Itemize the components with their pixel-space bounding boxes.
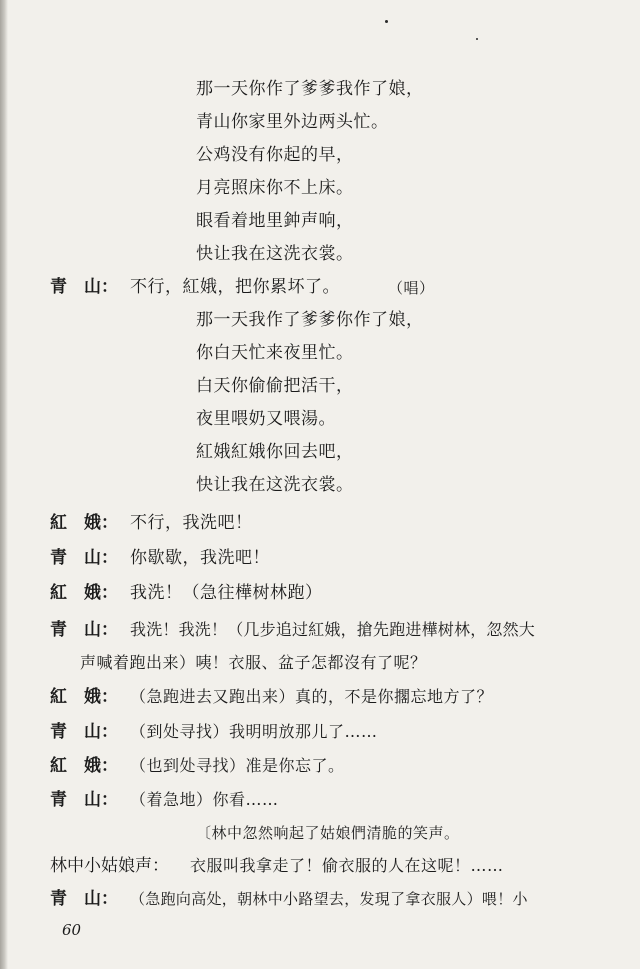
verse-line: 那一天你作了爹爹我作了娘，	[196, 79, 424, 99]
dialogue-text: （着急地）你看……	[130, 790, 279, 809]
dialogue-text: 不行，紅娥，把你累坏了。	[130, 277, 340, 297]
stage-note: （唱）	[388, 279, 435, 297]
dialogue-text: （也到处寻找）准是你忘了。	[130, 756, 345, 775]
dialogue-text: 我洗！我洗！（几步追过紅娥，搶先跑进樺树林，忽然大	[130, 620, 536, 639]
speaker-name: 青 山：	[50, 620, 118, 640]
verse-line: 白天你偷偷把活干，	[196, 376, 354, 396]
binding-edge	[0, 0, 8, 969]
dialogue-text: 我洗！（急往樺树林跑）	[130, 583, 323, 603]
verse-line: 眼看着地里鈡声响，	[196, 211, 354, 231]
speaker-name: 青 山：	[50, 548, 118, 568]
speaker-name: 青 山：	[50, 889, 118, 909]
verse-line: 夜里喂奶又喂湯。	[196, 409, 336, 429]
verse-line: 青山你家里外边两头忙。	[196, 112, 389, 132]
verse-line: 那一天我作了爹爹你作了娘，	[196, 310, 424, 330]
verse-line: 快让我在这洗衣裳。	[196, 244, 354, 264]
page-number: 60	[62, 921, 82, 939]
speaker-name: 紅 娥：	[50, 583, 118, 603]
ink-speck	[385, 20, 388, 23]
speaker-name: 林中小姑娘声：	[50, 856, 169, 876]
dialogue-text: （急跑进去又跑出来）真的，不是你擱忘地方了？	[130, 687, 494, 706]
speaker-name: 青 山：	[50, 277, 118, 297]
ink-speck	[476, 38, 478, 40]
dialogue-text: （急跑向高处，朝林中小路望去，发現了拿衣服人）喂！小	[130, 890, 528, 908]
speaker-name: 紅 娥：	[50, 687, 118, 707]
dialogue-text: 衣服叫我拿走了！偷衣服的人在这呢！……	[190, 856, 504, 875]
verse-line: 公鸡没有你起的早，	[196, 145, 354, 165]
dialogue-text: 你歇歇，我洗吧！	[130, 548, 270, 568]
speaker-name: 青 山：	[50, 722, 118, 742]
verse-line: 紅娥紅娥你回去吧，	[196, 442, 354, 462]
speaker-name: 青 山：	[50, 790, 118, 810]
speaker-name: 紅 娥：	[50, 513, 118, 533]
verse-line: 快让我在这洗衣裳。	[196, 475, 354, 495]
speaker-name: 紅 娥：	[50, 756, 118, 776]
dialogue-text: 不行，我洗吧！	[130, 513, 253, 533]
dialogue-text-continued: 声喊着跑出来）咦！衣服、盆子怎都沒有了呢？	[80, 653, 427, 672]
dialogue-text: （到处寻找）我明明放那儿了……	[130, 722, 378, 741]
stage-direction: 〔林中忽然响起了姑娘們清脆的笑声。	[196, 824, 460, 842]
verse-line: 月亮照床你不上床。	[196, 178, 354, 198]
verse-line: 你白天忙来夜里忙。	[196, 343, 354, 363]
